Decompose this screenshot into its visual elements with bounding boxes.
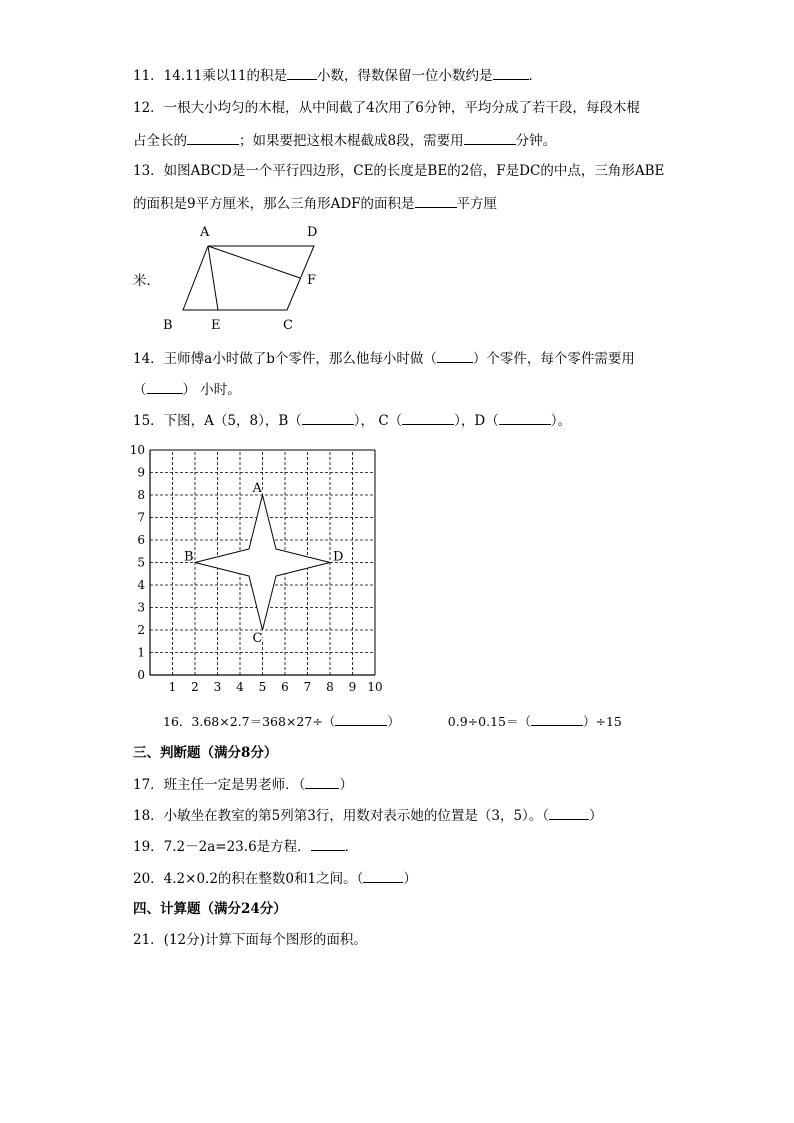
y-tick-label: 2 xyxy=(137,623,145,637)
answer-blank[interactable] xyxy=(287,66,317,80)
answer-blank[interactable] xyxy=(302,411,354,425)
question-13-line3: 米． xyxy=(133,273,160,289)
question-12-line1: 12．一根大小均匀的木棍，从中间截了4次用了6分钟，平均分成了若干段，每段木棍 xyxy=(133,100,640,116)
question-21: 21．(12分)计算下面每个图形的面积。 xyxy=(133,932,367,948)
answer-blank[interactable] xyxy=(147,380,183,394)
answer-blank[interactable] xyxy=(305,775,339,789)
x-tick-label: 8 xyxy=(326,680,334,694)
answer-blank[interactable] xyxy=(311,837,345,851)
point-label-a: A xyxy=(252,481,262,496)
question-18: 18．小敏坐在教室的第5列第3行，用数对表示她的位置是（3，5）。（ ） xyxy=(133,808,603,824)
y-tick-label: 5 xyxy=(137,555,145,570)
answer-blank[interactable] xyxy=(335,712,387,726)
y-tick-label: 9 xyxy=(137,465,145,480)
vertex-label-f: F xyxy=(307,273,317,288)
x-tick-label: 4 xyxy=(236,680,244,694)
y-tick-label: 6 xyxy=(137,533,145,547)
y-tick-label: 7 xyxy=(137,510,145,525)
section-heading-judgement: 三、判断题（满分8分） xyxy=(133,745,278,761)
point-label-d: D xyxy=(333,549,344,565)
answer-blank[interactable] xyxy=(187,131,239,145)
point-label-b: B xyxy=(184,549,194,565)
x-tick-label: 7 xyxy=(303,680,312,694)
y-tick-label: 10 xyxy=(129,443,145,457)
four-point-star xyxy=(195,495,330,630)
x-tick-label: 5 xyxy=(258,680,267,694)
question-20: 20．4.2×0.2的积在整数0和1之间。（ ） xyxy=(133,871,417,887)
y-tick-label: 8 xyxy=(137,488,145,502)
x-tick-label: 6 xyxy=(281,680,289,694)
x-tick-label: 2 xyxy=(191,680,199,694)
vertex-label-b: B xyxy=(163,318,173,333)
y-tick-label: 1 xyxy=(137,645,145,660)
section-heading-calculation: 四、计算题（满分24分） xyxy=(133,901,287,917)
answer-blank[interactable] xyxy=(499,411,551,425)
answer-blank[interactable] xyxy=(464,131,516,145)
y-tick-label: 3 xyxy=(137,600,145,615)
question-16: 16．3.68×2.7＝368×27÷（ ） 0.9÷0.15＝（ ）÷15 xyxy=(163,714,622,729)
question-15: 15．下图，A（5，8），B（ ）， C（ ），D（ ）。 xyxy=(133,413,571,429)
question-14-line2: （ ） 小时。 xyxy=(133,382,241,398)
y-tick-label: 4 xyxy=(137,578,145,592)
vertex-label-a: A xyxy=(200,225,210,240)
x-tick-label: 3 xyxy=(213,680,222,694)
question-13-line1: 13．如图ABCD是一个平行四边形，CE的长度是BE的2倍，F是DC的中点，三角形ABE xyxy=(133,163,665,179)
vertex-label-e: E xyxy=(211,318,221,333)
question-17: 17．班主任一定是男老师．（ ） xyxy=(133,777,353,793)
answer-blank[interactable] xyxy=(437,349,473,363)
answer-blank[interactable] xyxy=(415,194,457,208)
vertex-label-d: D xyxy=(307,225,318,240)
coordinate-grid xyxy=(125,440,395,700)
y-tick-label: 0 xyxy=(137,668,145,682)
answer-blank[interactable] xyxy=(402,411,454,425)
x-tick-label: 1 xyxy=(168,680,177,694)
question-12-line2: 占全长的 ；如果要把这根木棍截成8段，需要用 分钟。 xyxy=(133,133,557,149)
question-11: 11．14.11乘以11的积是 小数，得数保留一位小数约是 ． xyxy=(133,68,543,84)
x-tick-label: 10 xyxy=(367,680,383,694)
answer-blank[interactable] xyxy=(363,869,403,883)
question-19: 19．7.2－2a=23.6是方程． ． xyxy=(133,839,359,855)
question-13-line2: 的面积是9平方厘米，那么三角形ADF的面积是 平方厘 xyxy=(133,196,498,212)
parallelogram-figure xyxy=(150,218,340,338)
vertex-label-c: C xyxy=(283,318,293,333)
x-tick-label: 9 xyxy=(348,680,357,694)
answer-blank[interactable] xyxy=(493,66,529,80)
point-label-c: C xyxy=(252,631,263,646)
answer-blank[interactable] xyxy=(549,806,589,820)
question-14-line1: 14．王师傅a小时做了b个零件，那么他每小时做（ ）个零件，每个零件需要用 xyxy=(133,351,635,367)
answer-blank[interactable] xyxy=(531,712,583,726)
